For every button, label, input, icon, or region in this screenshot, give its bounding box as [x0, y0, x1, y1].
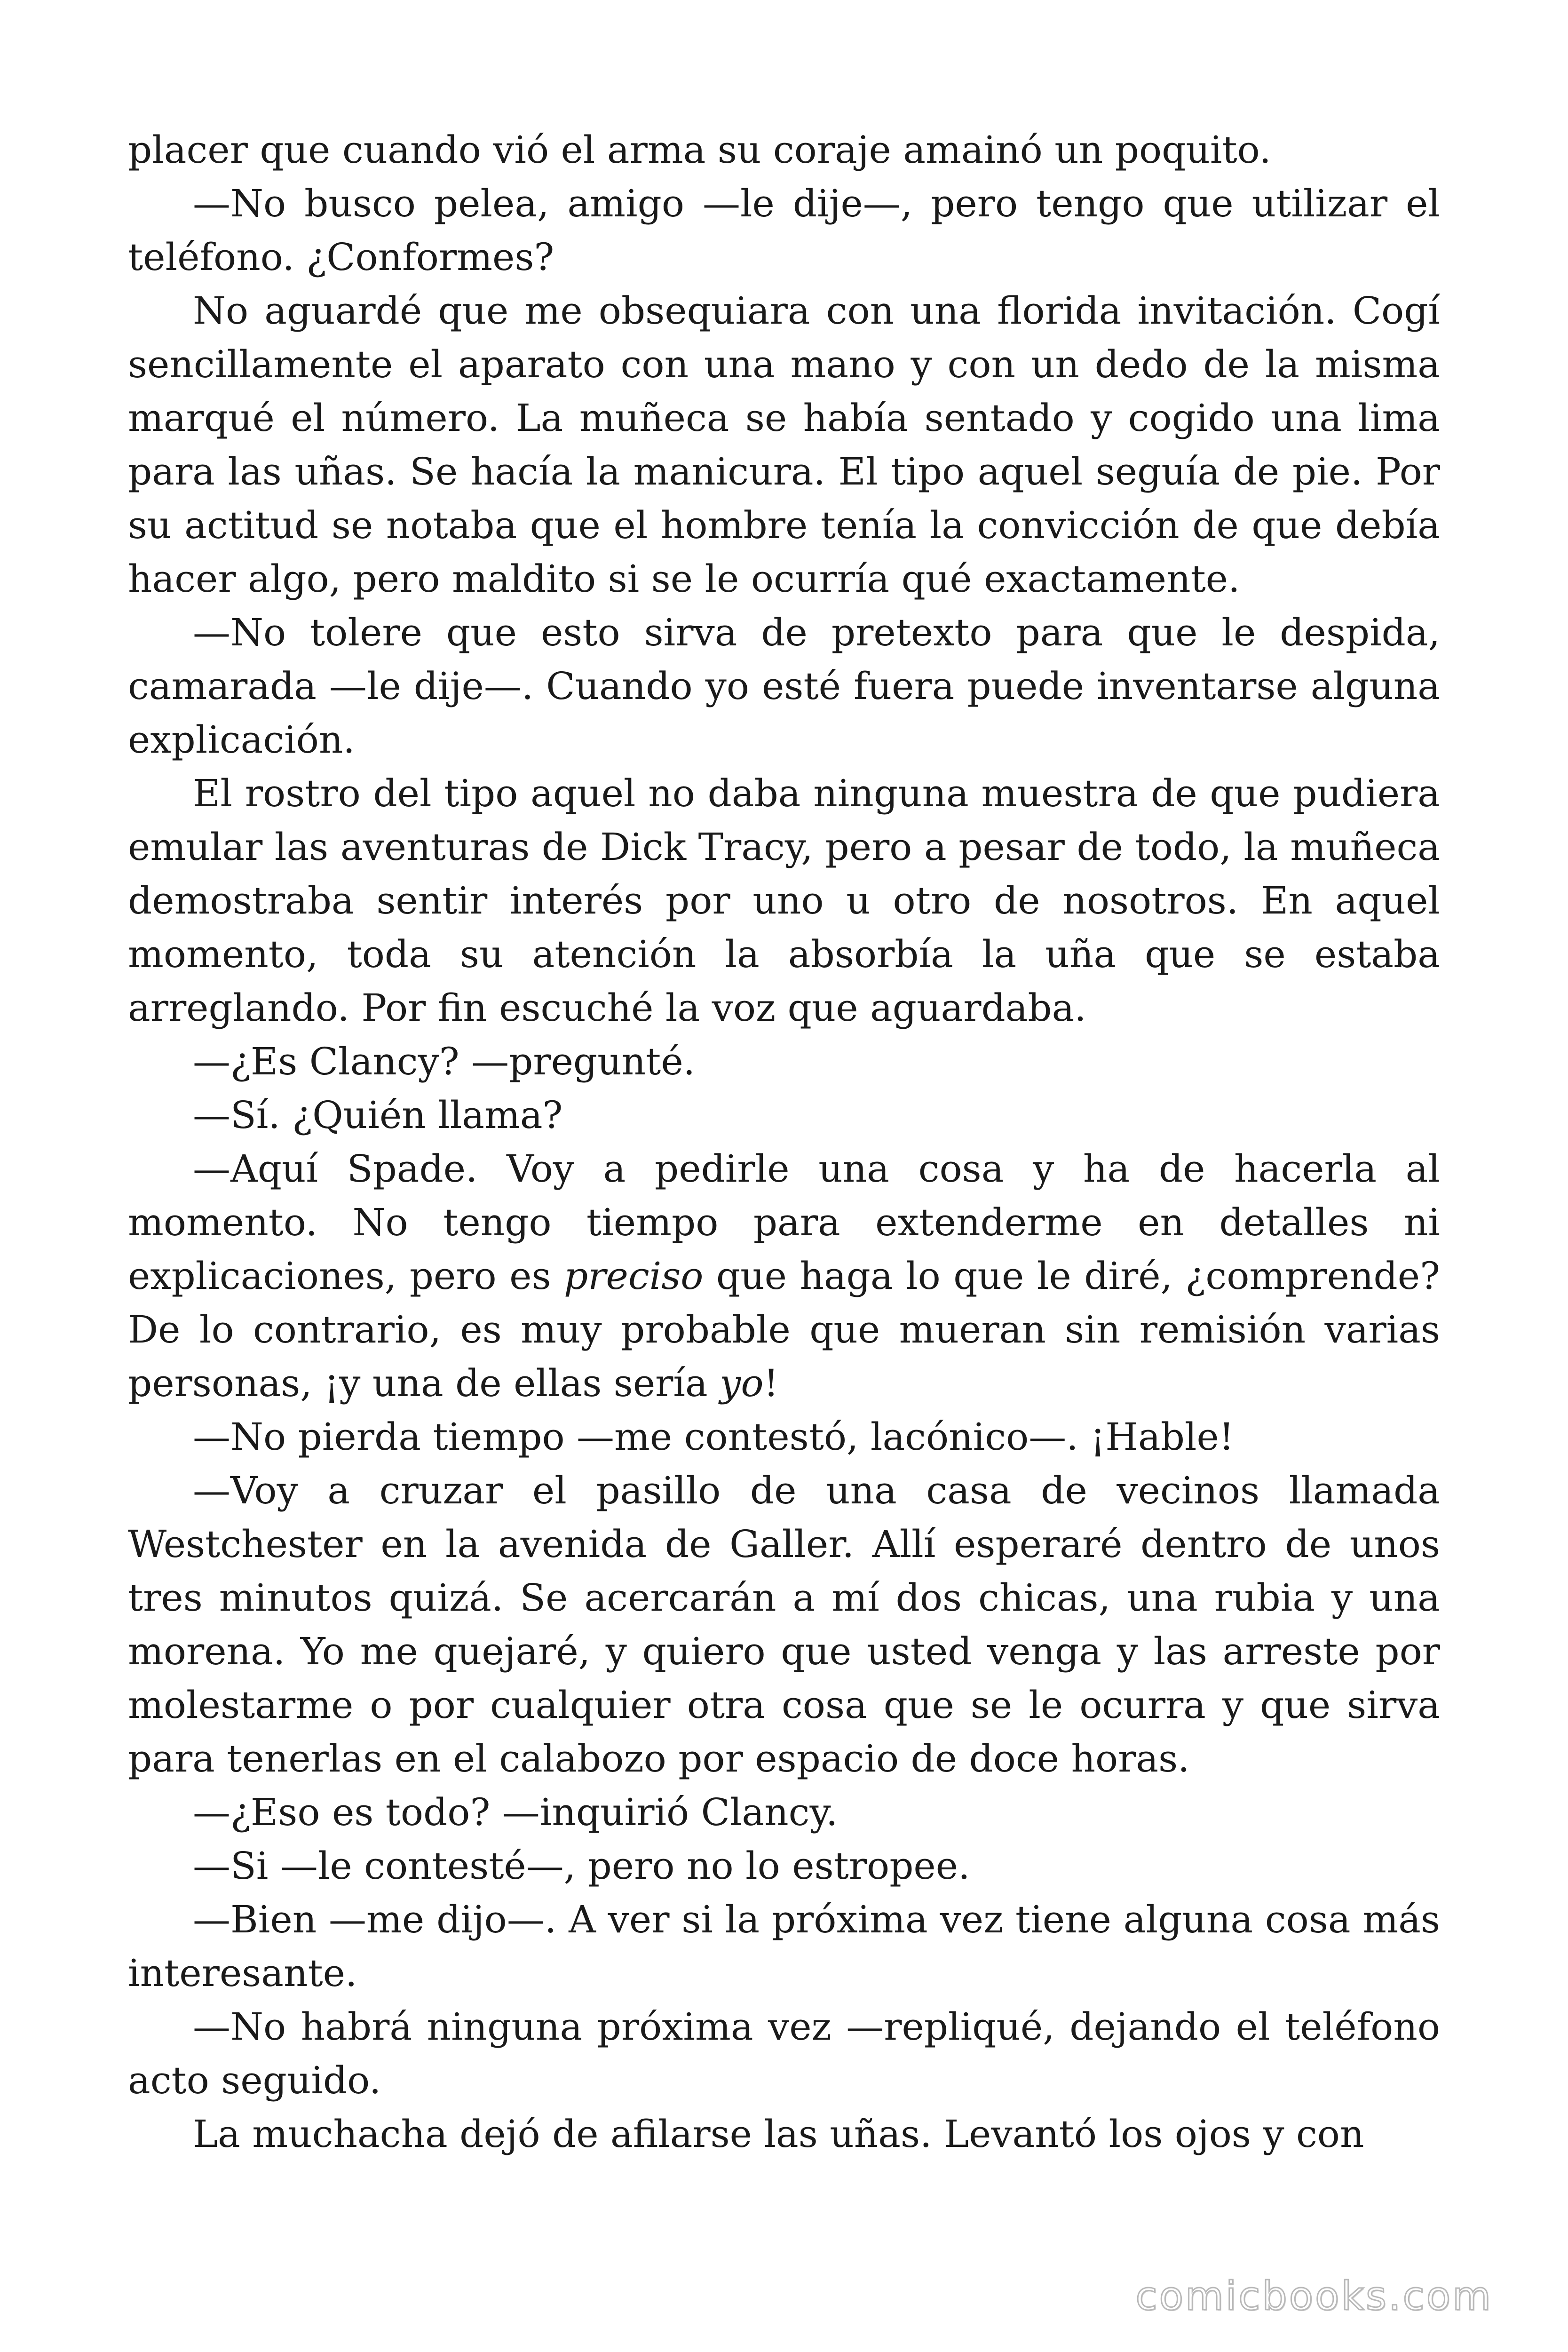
emphasis-yo: yo — [720, 1361, 764, 1405]
paragraph: placer que cuando vió el arma su coraje amainó un poquito. — [128, 128, 1271, 172]
paragraph: —¿Es Clancy? —pregunté. — [193, 1040, 696, 1083]
paragraph: —¿Eso es todo? —inquirió Clancy. — [193, 1790, 838, 1834]
text-run: ! — [763, 1361, 779, 1405]
emphasis-preciso: preciso — [564, 1254, 704, 1298]
paragraph: —No busco pelea, amigo —le dije—, pero tengo que utilizar el teléfono. ¿Conformes? — [128, 182, 1440, 279]
watermark: comicbooks.com — [1135, 2273, 1493, 2319]
text-run: que haga lo que le diré, ¿comprende? De lo contrario, es muy probable que mueran sin remisión varias personas, ¡y una de ellas sería — [128, 1254, 1440, 1405]
paragraph: —No habrá ninguna próxima vez —repliqué, dejando el teléfono acto seguido. — [128, 2005, 1440, 2102]
paragraph: El rostro del tipo aquel no daba ninguna muestra de que pudiera emular las aventuras de Dick Tracy, pero a pesar de todo, la muñeca demostraba sentir interés por uno u otro de nosotros. En aquel momento, toda su atención la absorbía la uña que se estaba arreglando. Por fin escuché la voz que aguardaba. — [128, 771, 1440, 1030]
paragraph: La muchacha dejó de afilarse las uñas. Levantó los ojos y con — [193, 2112, 1364, 2156]
paragraph — [128, 1142, 1440, 1410]
paragraph: —Bien —me dijo—. A ver si la próxima vez tiene alguna cosa más interesante. — [128, 1898, 1440, 1995]
paragraph: No aguardé que me obsequiara con una florida invitación. Cogí sencillamente el aparato con una mano y con un dedo de la misma marqué el número. La muñeca se había sentado y cogido una lima para las uñas. Se hacía la manicura. El tipo aquel seguía de pie. Por su actitud se notaba que el hombre tenía la convicción de que debía hacer algo, pero maldito si se le ocurría qué exactamente. — [128, 289, 1440, 601]
text-run: —Aquí Spade. Voy a pedirle una cosa y ha de hacerla al momento. No tengo tiempo para extenderme en detalles ni explicaciones, pero es — [128, 1147, 1440, 1298]
paragraph: —No tolere que esto sirva de pretexto para que le despida, camarada —le dije—. Cuando yo esté fuera puede inventarse alguna explicación. — [128, 611, 1440, 762]
paragraph: —Voy a cruzar el pasillo de una casa de vecinos llamada Westchester en la avenida de Galler. Allí esperaré dentro de unos tres minutos quizá. Se acercarán a mí dos chicas, una rubia y una morena. Yo me quejaré, y quiero que usted venga y las arreste por molestarme o por cualquier otra cosa que se le ocurra y que sirva para tenerlas en el calabozo por espacio de doce horas. — [128, 1469, 1440, 1780]
book-page-text — [128, 123, 1440, 2161]
paragraph: —Si —le contesté—, pero no lo estropee. — [193, 1844, 970, 1888]
paragraph: —No pierda tiempo —me contestó, lacónico—. ¡Hable! — [193, 1415, 1234, 1459]
paragraph: —Sí. ¿Quién llama? — [193, 1093, 563, 1137]
